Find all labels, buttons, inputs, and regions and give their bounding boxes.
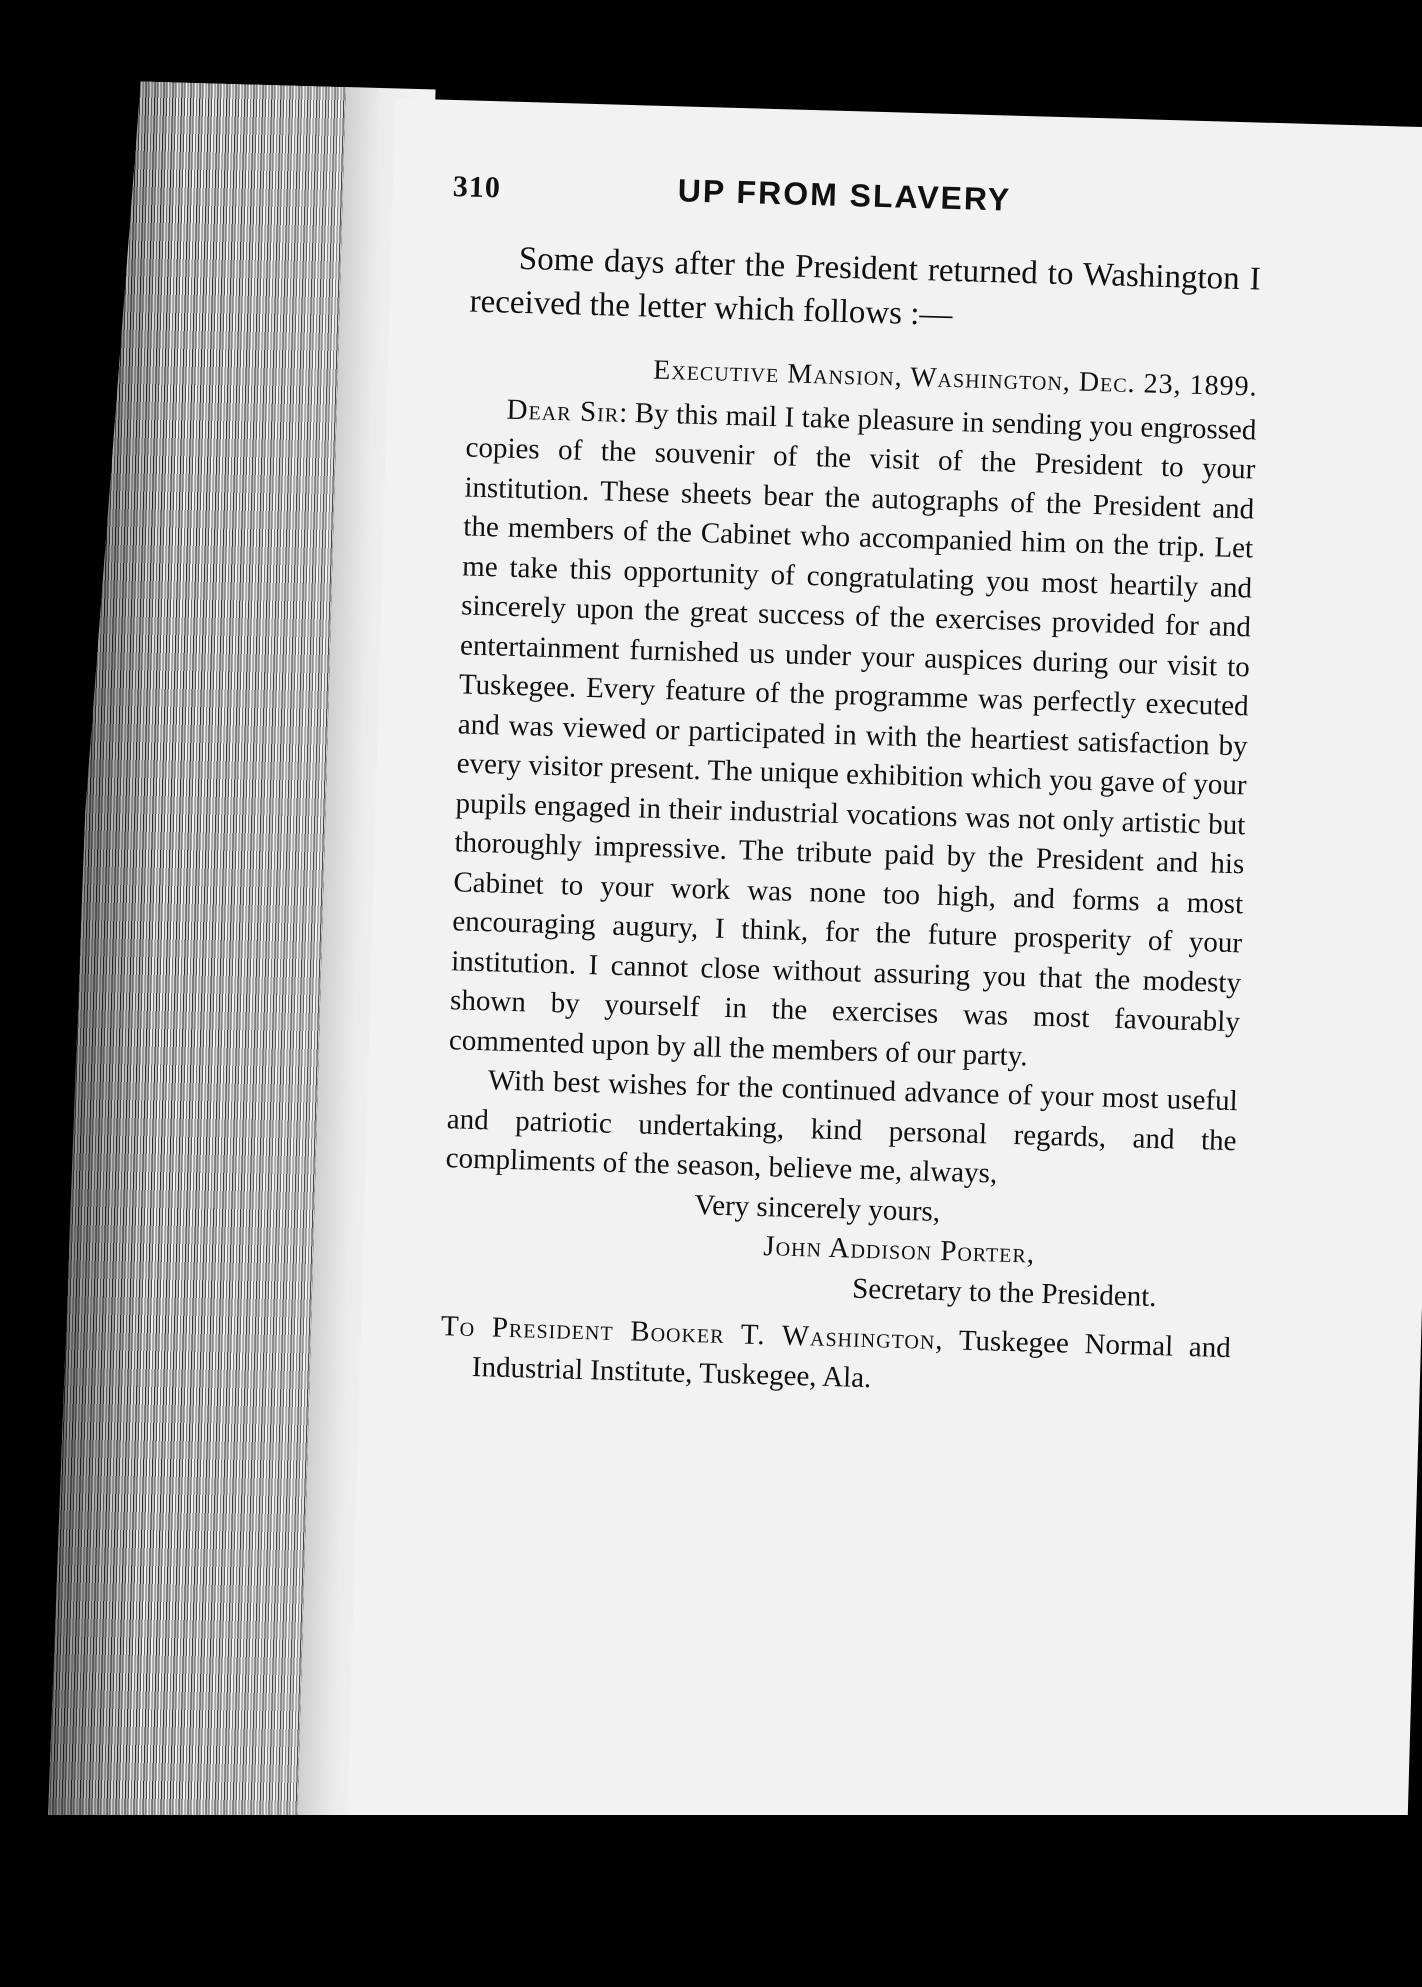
letter-address (439, 1307, 1231, 1408)
signatory-title: Secretary to the President. (851, 1272, 1158, 1313)
letter-paragraph-1 (448, 389, 1256, 1082)
letter-paragraph-2: With best wishes for the continued advance of your most useful and patriotic undertaking, kind personal regards, and the compliments of the season, believe me, always, (445, 1064, 1239, 1190)
running-title: UP FROM SLAVERY (677, 172, 1012, 218)
salutation-separator: : (618, 396, 628, 429)
intro-paragraph: Some days after the President returned to Washington I received the letter which follows :— (469, 240, 1262, 334)
book (44, 70, 1421, 1966)
book-page (345, 98, 1422, 1917)
body-text (439, 236, 1261, 1409)
scan-background-bottom (0, 1815, 1422, 1987)
address-institution: Tuskegee Normal and Industrial Institute, Tuskegee, Ala. (471, 1324, 1232, 1394)
letter-body: By this mail I take pleasure in sending you engrossed copies of the souvenir of the visit of the President to your institution. These sheets bear the autographs of the President and the members of the Cabinet who accompanied him on the trip. Let me take this opportunity of congratulating you most heartily and sincerely upon the great success of the exercises provided for and entertainment furnished us under your auspices during our visit to Tuskegee. Every feature of the programme was perfectly executed and was viewed or participated in with the heartiest satisfaction by every visitor present. The unique exhibition which you gave of your pupils engaged in their industrial vocations was not only artistic but thoroughly impressive. The tribute paid by the President and his Cabinet to your work was none too high, and forms a most encouraging augury, I think, for the future prosperity of your institution. I cannot close without assuring you that the modesty shown by yourself in the exercises was most favourably commented upon by all the members of our party. (448, 396, 1257, 1072)
letter-valediction: Very sincerely yours, (694, 1188, 941, 1228)
letter-salutation: Dear Sir (506, 393, 620, 429)
address-recipient: To President Booker T. Washington, (440, 1310, 945, 1357)
letter-dateline: Executive Mansion, Washington, Dec. 23, 1899. (652, 354, 1259, 403)
letter-signature: John Addison Porter, (762, 1230, 1036, 1270)
page-number: 310 (452, 170, 502, 205)
book-page-edges (45, 80, 346, 1916)
scan-background-top (0, 0, 1422, 80)
